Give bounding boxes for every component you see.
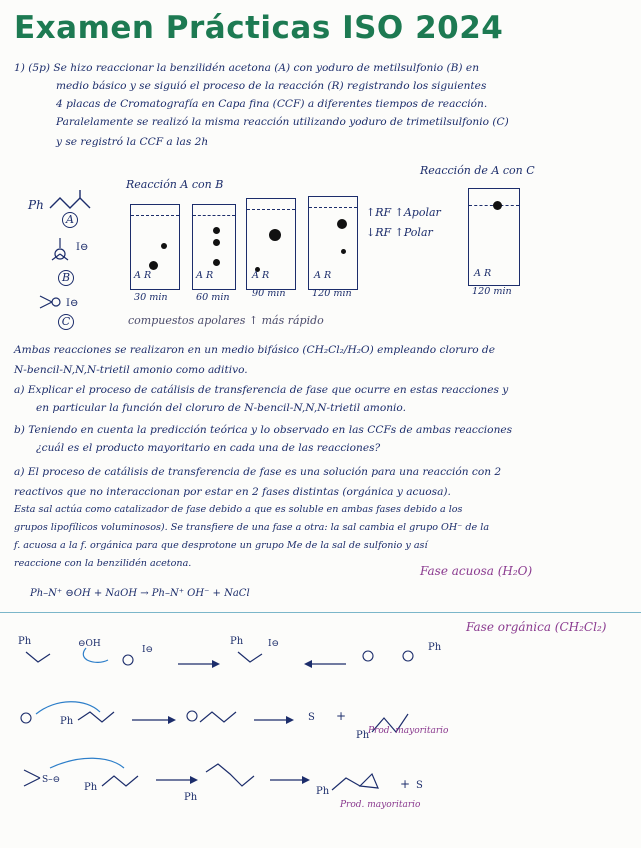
svg-text:Ph: Ph (60, 716, 74, 727)
mechanism-row-1 (16, 630, 456, 690)
metilsulfonio-structure (42, 236, 102, 272)
mechanism-row-2 (16, 694, 476, 750)
tlc-time-label-ac: 120 min (472, 286, 512, 297)
phase-aqueous-label: Fase acuosa (H₂O) (420, 564, 533, 578)
svg-text:+: + (400, 777, 411, 791)
tlc-note: compuestos apolares ↑ más rápido (128, 314, 324, 327)
tlc-spot (269, 229, 281, 241)
answer-line: reaccione con la benzilidén acetona. (14, 558, 192, 569)
tlc-lane-labels: A R (134, 270, 152, 281)
tlc-spot (213, 227, 220, 234)
svg-text:S: S (308, 712, 315, 723)
tlc-spot (341, 249, 346, 254)
svg-text:S: S (416, 780, 423, 791)
major-product-label: Prod. mayoritario (368, 726, 449, 736)
tlc-spot (149, 261, 158, 270)
tlc-ac-label: Reacción de A con C (420, 164, 535, 177)
trimetilsulfonio-structure (36, 290, 106, 314)
svg-text:S–⊖: S–⊖ (42, 775, 61, 785)
tlc-legend-polar: ↓RF ↑Polar (366, 226, 433, 239)
svg-text:Ph: Ph (428, 642, 442, 653)
major-product-label: Prod. mayoritario (340, 800, 421, 810)
tlc-time-label: 120 min (312, 288, 352, 299)
question-line: en particular la función del cloruro de N-bencil-N,N,N-trietil amonio. (36, 402, 406, 414)
svg-text:I⊖: I⊖ (268, 639, 280, 649)
benzylidene-acetone-structure (50, 190, 120, 220)
svg-text:Ph: Ph (316, 786, 330, 797)
tlc-time-label: 60 min (196, 292, 230, 303)
tlc-ab-label: Reacción A con B (126, 178, 224, 191)
compound-a-label: A (62, 212, 78, 228)
tlc-lane-labels: A R (196, 270, 214, 281)
page-title: Examen Prácticas ISO 2024 (14, 10, 504, 46)
answer-line: a) El proceso de catálisis de transferencia de fase es una solución para una reacción con 2 (14, 466, 502, 478)
aqueous-equation: Ph–N⁺ ⊖OH + NaOH → Ph–N⁺ OH⁻ + NaCl (30, 588, 250, 599)
svg-text:Ph: Ph (230, 636, 244, 647)
answer-line: f. acuosa a la f. orgánica para que desprotone un grupo Me de la sal de sulfonio y así (14, 540, 428, 551)
svg-text:I⊖: I⊖ (76, 242, 89, 253)
question-1-line: Paralelamente se realizó la misma reacción utilizando yoduro de trimetilsulfonio (C) (56, 116, 509, 128)
question-1-line: y se registró la CCF a las 2h (56, 136, 209, 148)
tlc-time-label: 90 min (252, 288, 286, 299)
intro-line: N-bencil-N,N,N-trietil amonio como aditivo. (14, 364, 248, 376)
tlc-lane-labels: A R (252, 270, 270, 281)
question-line: b) Teniendo en cuenta la predicción teórica y lo observado en las CCFs de ambas reacciones (14, 424, 513, 436)
answer-line: grupos lipofílicos voluminosos). Se transfiere de una fase a otra: la sal cambia el grupo OH⁻ de la (14, 522, 490, 533)
compound-b-label: B (58, 270, 74, 286)
phenyl-label: Ph (28, 198, 44, 212)
svg-text:Ph: Ph (184, 792, 198, 803)
tlc-lane-labels: A R (314, 270, 332, 281)
tlc-spot (337, 219, 347, 229)
svg-text:I⊖: I⊖ (66, 298, 79, 309)
phase-divider (0, 612, 641, 613)
question-1-line: 1) (5p) Se hizo reaccionar la benzilidén acetona (A) con yoduro de metilsulfonio (B) en (14, 62, 480, 74)
svg-text:⊖OH: ⊖OH (78, 639, 101, 649)
svg-text:Ph: Ph (84, 782, 98, 793)
compound-c-label: C (58, 314, 74, 330)
tlc-lane-labels: A R (474, 268, 492, 279)
tlc-spot (213, 239, 220, 246)
tlc-spot (161, 243, 167, 249)
intro-line: Ambas reacciones se realizaron en un medio bifásico (CH₂Cl₂/H₂O) empleando cloruro de (14, 344, 495, 356)
phase-organic-label: Fase orgánica (CH₂Cl₂) (466, 620, 607, 634)
tlc-spot (213, 259, 220, 266)
question-1-line: medio básico y se siguió el proceso de la reacción (R) registrando los siguientes (56, 80, 487, 92)
svg-text:Ph: Ph (18, 636, 32, 647)
svg-text:Ph: Ph (356, 730, 370, 741)
answer-line: Esta sal actúa como catalizador de fase debido a que es soluble en ambas fases debido a los (14, 504, 463, 515)
tlc-time-label: 30 min (134, 292, 168, 303)
tlc-legend-apolar: ↑RF ↑Apolar (366, 206, 441, 219)
question-1-line: 4 placas de Cromatografía en Capa fina (CCF) a diferentes tiempos de reacción. (56, 98, 488, 110)
svg-text:I⊖: I⊖ (142, 645, 154, 655)
question-line: a) Explicar el proceso de catálisis de transferencia de fase que ocurre en estas reacciones y (14, 384, 509, 396)
question-line: ¿cuál es el producto mayoritario en cada una de las reacciones? (36, 442, 381, 454)
tlc-spot (493, 201, 502, 210)
svg-text:+: + (336, 709, 347, 723)
answer-line: reactivos que no interaccionan por estar en 2 fases distintas (orgánica y acuosa). (14, 486, 451, 498)
